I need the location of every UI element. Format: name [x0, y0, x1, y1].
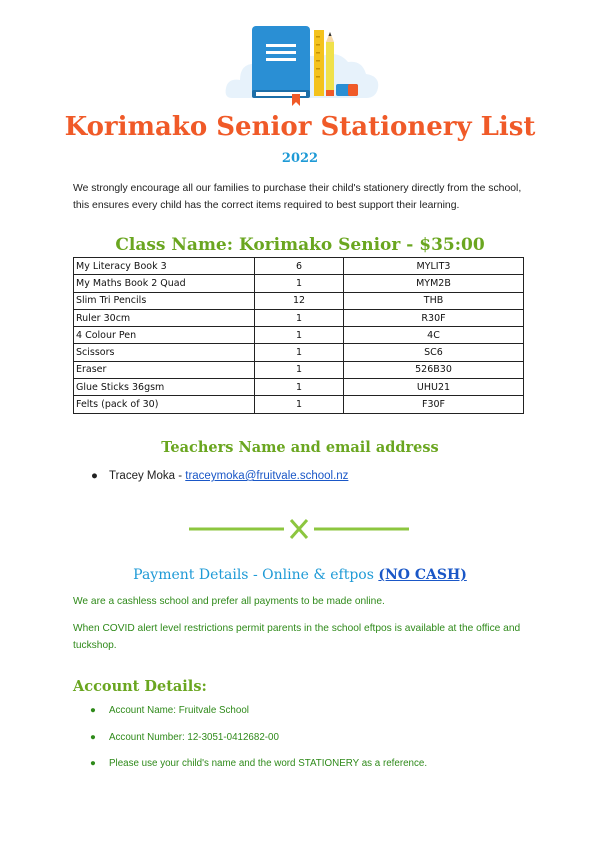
page-title: Korimako Senior Stationery List	[64, 112, 536, 142]
bullet: ●	[90, 705, 96, 716]
stationery-table	[73, 257, 524, 414]
item-code: 4C	[344, 327, 524, 344]
account-heading: Account Details:	[73, 678, 207, 695]
table-row	[74, 361, 524, 378]
table-row	[74, 258, 524, 275]
table-row	[74, 309, 524, 326]
item-code: MYM2B	[344, 275, 524, 292]
year-subtitle: 2022	[281, 151, 319, 166]
intro-paragraph: We strongly encourage all our families to purchase their child's stationery directly from the school, this ensures every child has the correct items required to best support their learning.	[73, 183, 522, 211]
item-quantity: 1	[255, 344, 344, 361]
item-quantity: 1	[255, 275, 344, 292]
section-divider	[189, 518, 409, 540]
item-name: Eraser	[74, 361, 255, 378]
item-name: Ruler 30cm	[74, 309, 255, 326]
bullet: ●	[90, 758, 96, 769]
table-row	[74, 396, 524, 413]
item-quantity: 1	[255, 379, 344, 396]
table-row	[74, 379, 524, 396]
payment-heading-text: Payment Details - Online & eftpos	[133, 567, 379, 583]
bullet: ●	[90, 732, 96, 743]
no-cash-label: (NO CASH)	[378, 567, 467, 583]
payment-paragraph-2: When COVID alert level restrictions permit parents in the school eftpos is available at the office and tuckshop.	[73, 623, 521, 651]
item-quantity: 12	[255, 292, 344, 309]
item-name: Glue Sticks 36gsm	[74, 379, 255, 396]
payment-paragraph-1: We are a cashless school and prefer all payments to be made online.	[73, 596, 385, 607]
item-code: SC6	[344, 344, 524, 361]
table-row	[74, 292, 524, 309]
payment-heading	[0, 567, 600, 583]
teacher-list-item	[91, 470, 348, 482]
item-quantity: 1	[255, 396, 344, 413]
item-quantity: 1	[255, 327, 344, 344]
item-name: Slim Tri Pencils	[74, 292, 255, 309]
teacher-email-link[interactable]: traceymoka@fruitvale.school.nz	[185, 470, 349, 482]
item-name: My Literacy Book 3	[74, 258, 255, 275]
table-row	[74, 344, 524, 361]
class-heading: Class Name: Korimako Senior - $35:00	[115, 235, 485, 255]
item-quantity: 1	[255, 361, 344, 378]
account-number: Account Number: 12-3051-0412682-00	[109, 732, 279, 743]
bullet: ●	[91, 470, 98, 482]
item-code: 526B30	[344, 361, 524, 378]
account-reference: Please use your child's name and the word STATIONERY as a reference.	[109, 758, 428, 769]
item-code: UHU21	[344, 379, 524, 396]
account-list-item	[90, 758, 427, 769]
item-quantity: 1	[255, 309, 344, 326]
teachers-heading: Teachers Name and email address	[161, 439, 439, 456]
item-quantity: 6	[255, 258, 344, 275]
item-name: Felts (pack of 30)	[74, 396, 255, 413]
account-list-item	[90, 705, 249, 716]
item-name: Scissors	[74, 344, 255, 361]
teacher-name: Tracey Moka -	[109, 470, 186, 482]
item-code: R30F	[344, 309, 524, 326]
table-row	[74, 275, 524, 292]
table-row	[74, 327, 524, 344]
item-code: THB	[344, 292, 524, 309]
item-name: 4 Colour Pen	[74, 327, 255, 344]
item-name: My Maths Book 2 Quad	[74, 275, 255, 292]
account-name: Account Name: Fruitvale School	[109, 705, 249, 716]
account-list-item	[90, 732, 279, 743]
item-code: F30F	[344, 396, 524, 413]
books-and-pencils-icon	[222, 20, 382, 106]
item-code: MYLIT3	[344, 258, 524, 275]
